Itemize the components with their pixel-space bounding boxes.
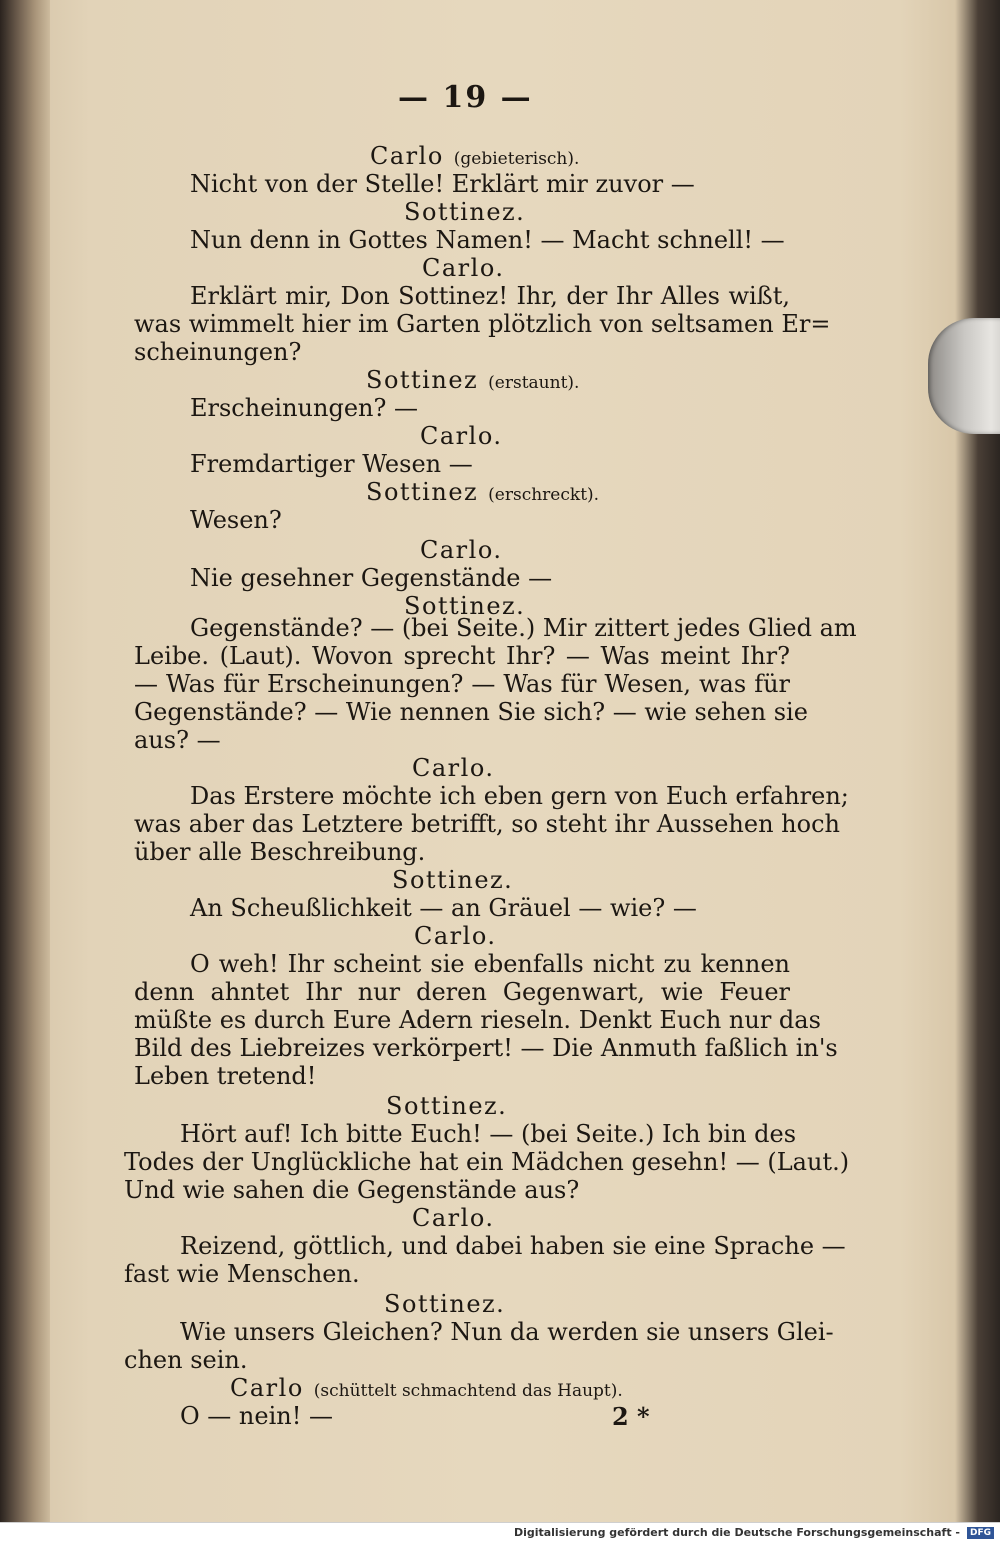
dialogue-line: Gegenstände? — Wie nennen Sie sich? — wie sehen sie (134, 698, 808, 726)
dialogue-line: was aber das Letztere betrifft, so steht ihr Aussehen hoch (134, 810, 840, 838)
stage-direction: (gebieterisch). (453, 149, 580, 169)
speaker-name: Sottinez (366, 366, 479, 394)
footer-credit: Digitalisierung gefördert durch die Deutsche Forschungsgemeinschaft - (513, 1526, 960, 1539)
dialogue-line: O weh! Ihr scheint sie ebenfalls nicht zu kennen (190, 950, 790, 978)
speaker-name: Sottinez. (392, 866, 514, 894)
speaker-heading (370, 142, 579, 173)
speaker-name: Carlo. (420, 536, 503, 564)
speaker-heading (420, 422, 502, 450)
dialogue-line: Erscheinungen? — (190, 394, 418, 422)
speaker-name: Carlo. (412, 1204, 495, 1232)
page-number: — 19 — (398, 80, 533, 115)
speaker-name: Sottinez. (386, 1092, 508, 1120)
speaker-heading (392, 866, 513, 894)
speaker-name: Carlo. (412, 754, 495, 782)
speaker-heading (412, 754, 494, 782)
dialogue-line: über alle Beschreibung. (134, 838, 426, 866)
dialogue-line: An Scheußlichkeit — an Gräuel — wie? — (190, 894, 697, 922)
dialogue-line: denn ahntet Ihr nur deren Gegenwart, wie Feuer (134, 978, 790, 1006)
speaker-name: Sottinez. (384, 1290, 506, 1318)
speaker-heading (422, 254, 504, 282)
speaker-heading (230, 1374, 623, 1405)
speaker-name: Carlo (370, 142, 444, 170)
dialogue-line: Das Erstere möchte ich eben gern von Euch erfahren; (190, 782, 849, 810)
dialogue-line: Nie gesehner Gegenstände — (190, 564, 553, 592)
dialogue-line: Fremdartiger Wesen — (190, 450, 473, 478)
dialogue-line: Wie unsers Gleichen? Nun da werden sie unsers Glei- (180, 1318, 834, 1346)
dialogue-line: was wimmelt hier im Garten plötzlich von seltsamen Er= (134, 310, 831, 338)
dialogue-line: Reizend, göttlich, und dabei haben sie eine Sprache — (180, 1232, 846, 1260)
dfg-logo: DFG (967, 1527, 994, 1539)
speaker-name: Carlo. (422, 254, 505, 282)
dialogue-line: müßte es durch Eure Adern rieseln. Denkt Euch nur das (134, 1006, 821, 1034)
dialogue-line: Leben tretend! (134, 1062, 317, 1090)
footer-bar (0, 1522, 1000, 1543)
speaker-name: Sottinez. (404, 592, 526, 620)
dialogue-line: Nicht von der Stelle! Erklärt mir zuvor — (190, 170, 695, 198)
signature-mark: 2 * (612, 1402, 650, 1431)
speaker-heading (414, 922, 496, 950)
dialogue-line: Hört auf! Ich bitte Euch! — (bei Seite.) Ich bin des (180, 1120, 797, 1148)
dialogue-line: Wesen? (190, 506, 282, 534)
speaker-name: Sottinez (366, 478, 479, 506)
dialogue-line: Erklärt mir, Don Sottinez! Ihr, der Ihr Alles wißt, (190, 282, 790, 310)
speaker-heading (384, 1290, 505, 1318)
dialogue-line: Leibe. (Laut). Wovon sprecht Ihr? — Was meint Ihr? (134, 642, 790, 670)
dialogue-line: O — nein! — (180, 1402, 333, 1430)
dialogue-line: aus? — (134, 726, 221, 754)
speaker-heading (404, 198, 525, 226)
speaker-heading (420, 536, 502, 564)
speaker-heading (412, 1204, 494, 1232)
speaker-name: Carlo. (420, 422, 503, 450)
dialogue-line: Nun denn in Gottes Namen! — Macht schnell! — (190, 226, 785, 254)
dialogue-line: — Was für Erscheinungen? — Was für Wesen, was für (134, 670, 790, 698)
dialogue-line: Gegenstände? — (bei Seite.) Mir zittert jedes Glied am (190, 614, 857, 642)
dialogue-line: chen sein. (124, 1346, 248, 1374)
stage-direction: (erstaunt). (488, 373, 580, 393)
dialogue-line: Todes der Unglückliche hat ein Mädchen gesehn! — (Laut.) (124, 1148, 850, 1176)
stage-direction: (schüttelt schmachtend das Haupt). (313, 1381, 623, 1401)
stage-direction: (erschreckt). (488, 485, 600, 505)
dialogue-line: fast wie Menschen. (124, 1260, 360, 1288)
speaker-heading (366, 366, 579, 397)
speaker-name: Carlo (230, 1374, 304, 1402)
dialogue-line: Und wie sahen die Gegenstände aus? (124, 1176, 580, 1204)
speaker-name: Carlo. (414, 922, 497, 950)
speaker-name: Sottinez. (404, 198, 526, 226)
speaker-heading (366, 478, 599, 509)
dialogue-line: Bild des Liebreizes verkörpert! — Die Anmuth faßlich in's (134, 1034, 838, 1062)
speaker-heading (386, 1092, 507, 1120)
dialogue-line: scheinungen? (134, 338, 302, 366)
